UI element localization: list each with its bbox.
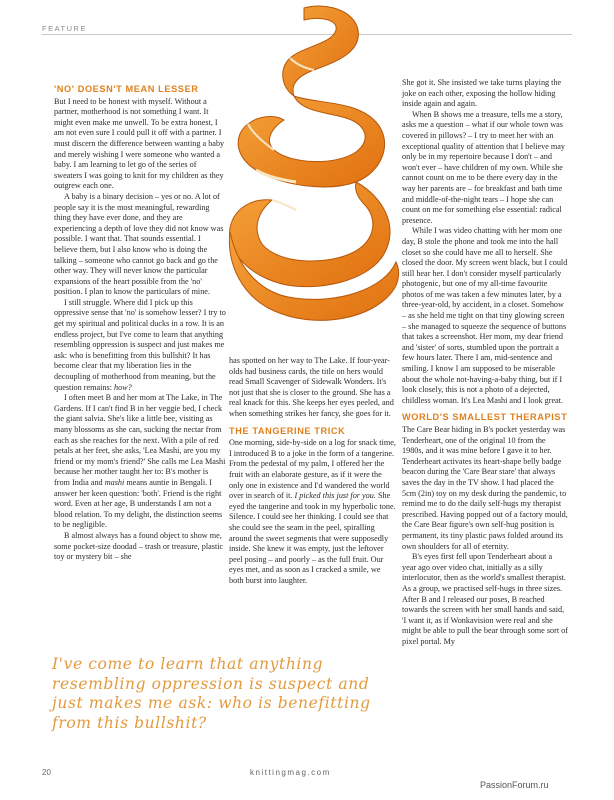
article-column-3 [402, 78, 568, 647]
paragraph: B almost always has a found object to show me, some pocket-size doodad – trash or treasure, plastic toy or mystery bit – she [54, 530, 224, 562]
paragraph: But I need to be honest with myself. Without a partner, motherhood is not something I want. It might even make me unwell. To be extra honest, I am not even sure I could pull it off with a partner. I must discern the difference between wanting a baby and merely wishing I were someone who wanted a baby. I am learning to let go of the series of sweaters I was going to knit for my children as they outgrew each one. [54, 96, 225, 191]
paragraph: A baby is a binary decision – yes or no. A lot of people say it is the most meaningful, rewarding thing they have ever done, and they are experiencing a depth of love they did not know was possible. I want that. That sounds essential. I believe them, but I also know who is doing the talking – someone who cannot go back and go the other way. They will never know the particular expansions of the heart possible from the 'no' position. I plan to know the particulars of mine. [54, 191, 224, 297]
pull-quote: I've come to learn that anything resembling oppression is suspect and just makes me ask: who is benefitting from this bullshit? [52, 655, 371, 732]
paragraph: While I was video chatting with her mom one day, B stole the phone and took me into the hall closet so she could have me all to herself. She closed the door. My screen went black, but I could still hear her. I don't consider myself particularly photogenic, but one of my all-time favourite photos of me was taken a few minutes later, by a three-year-old, by accident, in a closet. Somehow – as she held me tight on that tiny glowing screen – she managed to squeeze the sequence of buttons that takes a screenshot. Her mom, my dear friend and 'sister' of sorts, stumbled upon the portrait a few hours later. There I am, mid-sentence and smiling. I know I am supposed to be miserable about the whole not-having-a-baby thing, but if I look closely, this is not a photo of a dejected, childless woman. It's Lea Mashi and I look great. [402, 226, 568, 405]
section-heading: WORLD'S SMALLEST THERAPIST [402, 412, 568, 423]
paragraph: I still struggle. Where did I pick up this oppressive sense that 'no' is somehow lesser? I try to get my spiritual and political ducks in a row. It is an endless project, but I've come to learn that anything resembling oppression is suspect and just makes me ask: who is benefitting from this bullshit? It has become clear that my liberation lies in the decoupling of motherhood from meaning, but the question remains: how? [54, 297, 226, 392]
article-column-1 [54, 78, 226, 563]
paragraph: I often meet B and her mom at The Lake, in The Gardens. If I can't find B in her veggie bed, I check the giant salvia. She's like a little bee, visiting as many blossoms as she can, sucking the nectar from each as she reaches for the next. With a pile of red petals at her feet, she asks, 'Lea Mashi, are you my friend or my mom's friend?' She calls me Lea Mashi because her mother taught her to: B's mother is from India and mashi means auntie in Bengali. I answer her keen question: 'both'. Friend is the right word. Even at her age, B understands I am not a blood relation. To my delight, the distinction seems to be negligible. [54, 393, 226, 530]
paragraph: has spotted on her way to The Lake. If four-year-olds had business cards, the title on hers would read Small Scavenger of Sidewalk Wonders. It's not just that she is closer to the ground. She has a real knack for this. She keeps her eyes peeled, and when something strikes her fancy, she goes for it. [229, 356, 394, 418]
paragraph: When B shows me a treasure, tells me a story, asks me a question – what if our whole town was covered in pillows? – I try to meet her with an exceptional quality of attention that I believe may only be in my repertoire because I don't – and won't ever – have children of my own. While she cannot count on me to be there every day in the way her parents are – for breakfast and bath time and middle-of-the-night tears – I hope she can count on me for something else essential: radical presence. [402, 109, 566, 225]
paragraph: One morning, side-by-side on a log for snack time, I introduced B to a joke in the form of a tangerine. From the pedestal of my palm, I offered her the fruit with an elaborate gesture, as if it were the only one in existence and I'd wandered the world over in search of it. I picked this just for you. She eyed the tangerine and took in my hyperbolic tone. Silence. I could see her thinking. I could see that she could see the seam in the peel, spiralling around the sweet segments that were supposedly inside. She knew it was empty, just the leftover peel posing – and poorly – as the full fruit. Our eyes met, and as soon as I cracked a smile, we both burst into laughter. [229, 438, 396, 585]
section-heading: THE TANGERINE TRICK [229, 425, 346, 436]
site-url[interactable]: knittingmag.com [250, 768, 331, 777]
page-number: 20 [42, 768, 51, 777]
watermark: PassionForum.ru [480, 780, 549, 790]
paragraph: She got it. She insisted we take turns playing the joke on each other, exposing the hollow hiding inside again and again. [402, 78, 562, 109]
section-label: FEATURE [42, 24, 87, 33]
article-column-2 [229, 356, 397, 586]
paragraph: The Care Bear hiding in B's pocket yesterday was Tenderheart, one of the original 10 from the 1980s, and it was mine before I gave it to her. Tenderheart activates its heart-shape belly badge beacon during the 'Care Bear stare' that always saves the day in the TV show. I had placed the 5cm (2in) toy on my desk during the pandemic, to remind me to do the daily self-hugs my therapist prescribed. Having popped out of a factory mould, the Care Bear figure's own self-hug position is permanent, its tiny plastic paws folded around its own shoulders for all of eternity. [402, 425, 568, 551]
section-heading: 'NO' DOESN'T MEAN LESSER [54, 84, 199, 94]
paragraph: B's eyes first fell upon Tenderheart about a year ago over video chat, initially as a silly interlocutor, then as the world's smallest therapist. As a group, we practised self-hugs in three sizes. After B and I released our poses, B reached towards the screen with her small hands and said, 'I want it, as if Wonkavision were real and she might be able to pull the bear through some sort of pixel portal. My [402, 552, 568, 646]
